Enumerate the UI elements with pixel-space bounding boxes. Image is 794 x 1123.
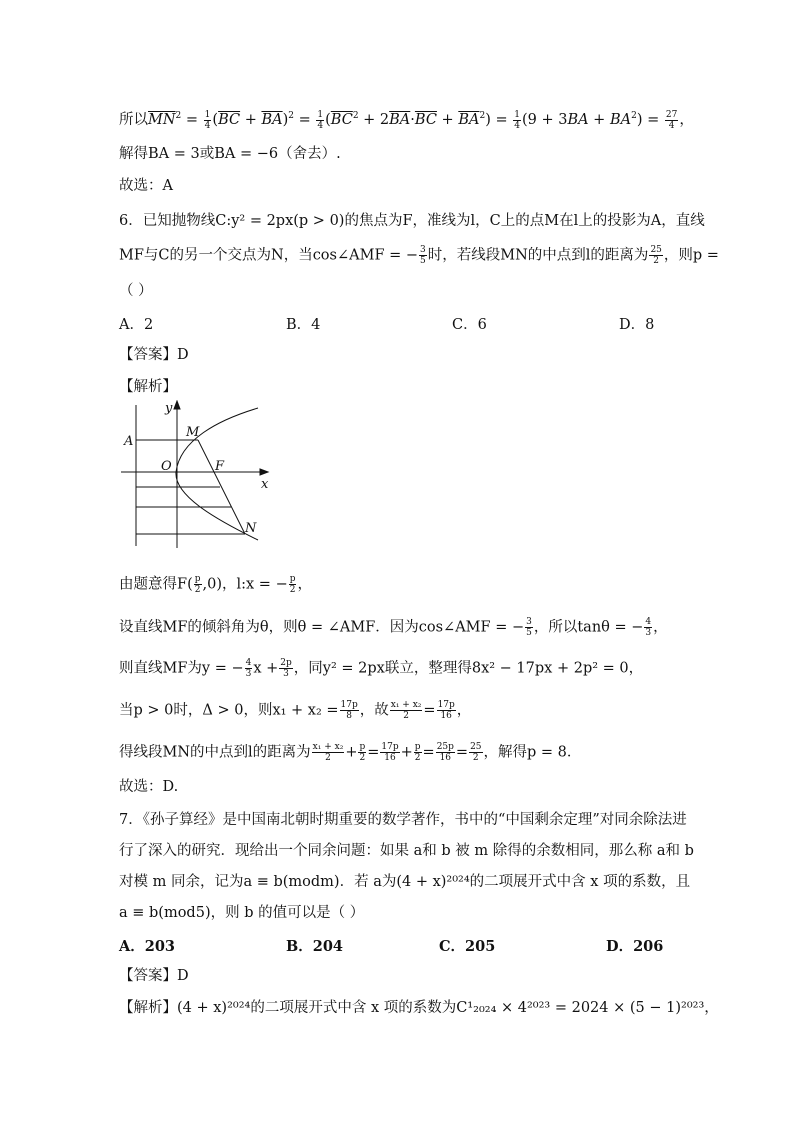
- sol-line-distance: 得线段MN的中点到l的距离为 $\frac{\text{x₁ + x₂}}{2}$ + $\frac{p}{2}$ = $\frac{17p}{16}$ + $\frac{p}{2}$ = $\frac{25p}{16}$ = $\frac{25}{2}$ ，解得p = 8．: [119, 742, 582, 763]
- answer-choice-a: 故选：A: [119, 178, 173, 194]
- solve-ba-line: 解得BA = 3或BA = −6（舍去）.: [119, 146, 341, 162]
- q6-analysis-label: 【解析】: [119, 379, 177, 395]
- q7-option-c: C．205: [439, 938, 496, 955]
- q7-option-d: D．206: [606, 938, 664, 955]
- label-y: y: [165, 401, 173, 416]
- x-axis-arrow: [260, 469, 268, 475]
- q6-option-b: B．4: [286, 317, 321, 333]
- label-n: N: [245, 521, 257, 536]
- q7-stem-line1: 7．《孙子算经》是中国南北朝时期重要的数学著作，书中的“中国剩余定理”对同余除法进: [119, 812, 687, 828]
- parabola-figure: [118, 400, 278, 550]
- q7-stem-line3: 对模 m 同余，记为a ≡ b(modm)．若 a为(4 + x)²⁰²⁴的二项展开式中含 x 项的系数，且: [119, 874, 691, 890]
- q6-answer: 【答案】D: [119, 347, 189, 363]
- y-axis-arrow: [174, 401, 180, 409]
- q6-option-d: D．8: [619, 317, 655, 333]
- q6-conclusion: 故选：D.: [119, 779, 179, 795]
- label-m: M: [186, 425, 200, 440]
- label-x: x: [261, 477, 269, 492]
- q7-answer: 【答案】D: [119, 968, 189, 984]
- q6-stem-line1: 6．已知抛物线C:y² = 2px(p > 0)的焦点为F，准线为l，C上的点M在l上的投影为A，直线: [119, 213, 705, 229]
- q7-stem-line4: a ≡ b(mod5)，则 b 的值可以是（ ）: [119, 905, 365, 921]
- sol-line-angle: 设直线MF的倾斜角为θ，则θ = ∠AMF．因为cos∠AMF = − $\frac{3}{5}$ ，所以tanθ = − $\frac{4}{3}$ ，: [119, 617, 668, 638]
- label-o: O: [161, 459, 172, 474]
- q6-blank: （ ）: [119, 283, 153, 299]
- q7-stem-line2: 行了深入的研究．现给出一个同余问题：如果 a和 b 被 m 除得的余数相同，那么称 a和 b: [119, 843, 694, 859]
- sol-line-focus: 由题意得F( $\frac{p}{2}$ ,0)，l:x = − $\frac{p}{2}$ ，: [119, 574, 312, 595]
- sol-line-equation: 则直线MF为y = − $\frac{4}{3}$ x + $\frac{2p}{3}$ ，同y² = 2px联立，整理得8x² − 17px + 2p² = 0，: [119, 658, 644, 679]
- q7-option-a: A．203: [119, 938, 176, 955]
- q6-option-a: A．2: [119, 317, 154, 333]
- q6-stem-line2: MF与C的另一个交点为N，当cos∠AMF = − $\frac{3}{5}$ 时，若线段MN的中点到l的距离为 $\frac{25}{2}$ ，则p =: [119, 245, 719, 266]
- q6-option-c: C．6: [452, 317, 487, 333]
- label-f: F: [215, 459, 225, 474]
- q7-analysis: 【解析】(4 + x)²⁰²⁴的二项展开式中含 x 项的系数为C¹₂₀₂₄ × 4²⁰²³ = 2024 × (5 − 1)²⁰²³，: [119, 1000, 719, 1016]
- q7-option-b: B．204: [286, 938, 344, 955]
- formula-line-mn: 所以$\overline{MN}^2$ = $\frac{1}{4}$ $(\overline{BC} + \overline{BA})^2$ = $\frac{1}{4}$ $(\overline{BC}^2 + 2\overline{BA}\cdot\overline{BC} + \overline{BA}^2)$ = $\frac{1}{4}$ $(9 + 3BA + BA^2)$ = $\frac{27}{4}$ ，: [119, 109, 694, 131]
- sol-line-vieta: 当p > 0时，Δ > 0，则x₁ + x₂ = $\frac{17p}{8}$ ，故 $\frac{\text{x₁ + x₂}}{2}$ = $\frac{17p}{16}$ ，: [119, 700, 472, 721]
- label-a: A: [124, 434, 134, 449]
